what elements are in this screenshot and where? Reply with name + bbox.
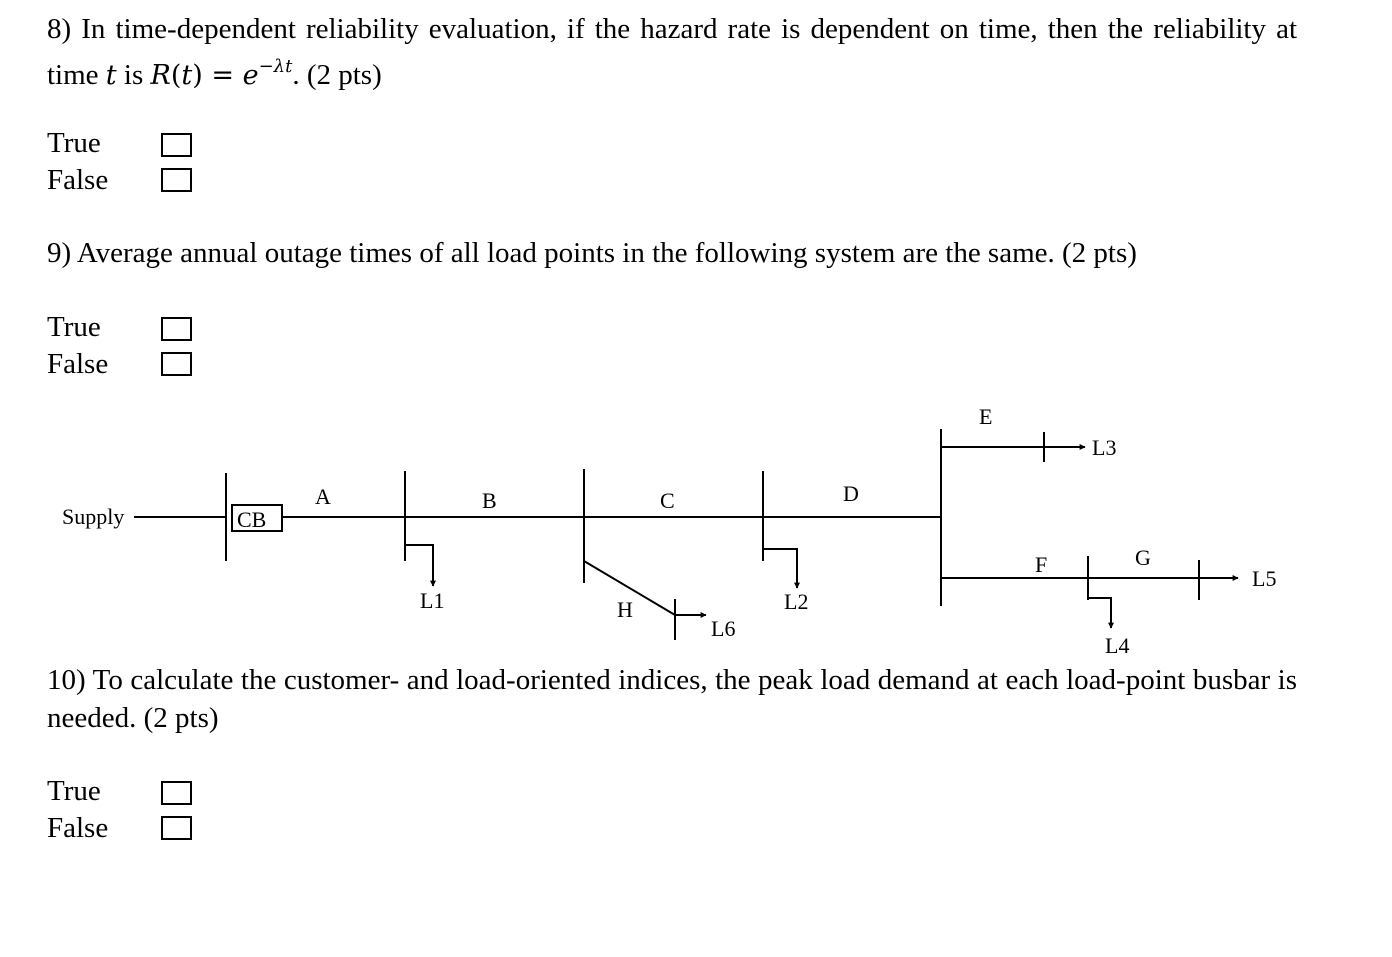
question-8-is: is [116, 59, 151, 91]
question-8-points: . (2 pts) [292, 59, 382, 91]
section-a-label: A [315, 484, 331, 509]
load-l3-label: L3 [1092, 435, 1117, 460]
math-t-arg: t [181, 60, 193, 91]
math-close-paren: ) [192, 60, 203, 91]
q10-true-checkbox[interactable] [161, 781, 192, 805]
math-equals: = [202, 60, 243, 91]
q8-option-false-label: False [47, 164, 109, 196]
question-8-text: In time-dependent reliability evaluation, if the hazard rate is dependent on time, then the reliability at time [47, 13, 1297, 91]
section-d-label: D [843, 481, 859, 506]
load-l5-label: L5 [1252, 566, 1277, 591]
load-l1-label: L1 [420, 588, 445, 613]
q9-option-false-label: False [47, 348, 109, 380]
math-t: t [105, 60, 117, 91]
question-10-text: To calculate the customer- and load-oriented indices, the peak load demand at each load-point busbar is needed. (2 pts) [47, 664, 1297, 734]
q10-option-false-label: False [47, 812, 109, 844]
load-l4-tap [1088, 598, 1111, 628]
math-R: R [150, 60, 171, 91]
q10-option-true-label: True [47, 775, 101, 807]
cb-label: CB [237, 507, 267, 532]
math-open-paren: ( [170, 60, 182, 91]
math-e: e [242, 60, 259, 91]
math-exponent: −λt [258, 56, 293, 77]
load-l1-tap [405, 545, 433, 586]
section-e-label: E [979, 404, 993, 429]
section-h-label: H [617, 597, 633, 622]
q8-option-true-label: True [47, 127, 101, 159]
load-l6-label: L6 [711, 616, 736, 641]
section-c-label: C [660, 488, 675, 513]
supply-label: Supply [62, 504, 125, 529]
load-l2-label: L2 [784, 589, 809, 614]
load-l4-label: L4 [1105, 633, 1130, 658]
q9-option-true-label: True [47, 311, 101, 343]
question-9-text: Average annual outage times of all load points in the following system are the same. (2 pts) [76, 237, 1137, 269]
q10-false-checkbox[interactable] [161, 816, 192, 840]
question-10 [47, 661, 1297, 737]
question-8-number: 8) [47, 13, 72, 45]
section-f-label: F [1035, 552, 1048, 577]
section-g-label: G [1135, 545, 1151, 570]
question-9-number: 9) [47, 237, 72, 269]
section-b-label: B [482, 488, 497, 513]
load-l2-tap [763, 549, 797, 588]
question-10-number: 10) [47, 664, 86, 696]
